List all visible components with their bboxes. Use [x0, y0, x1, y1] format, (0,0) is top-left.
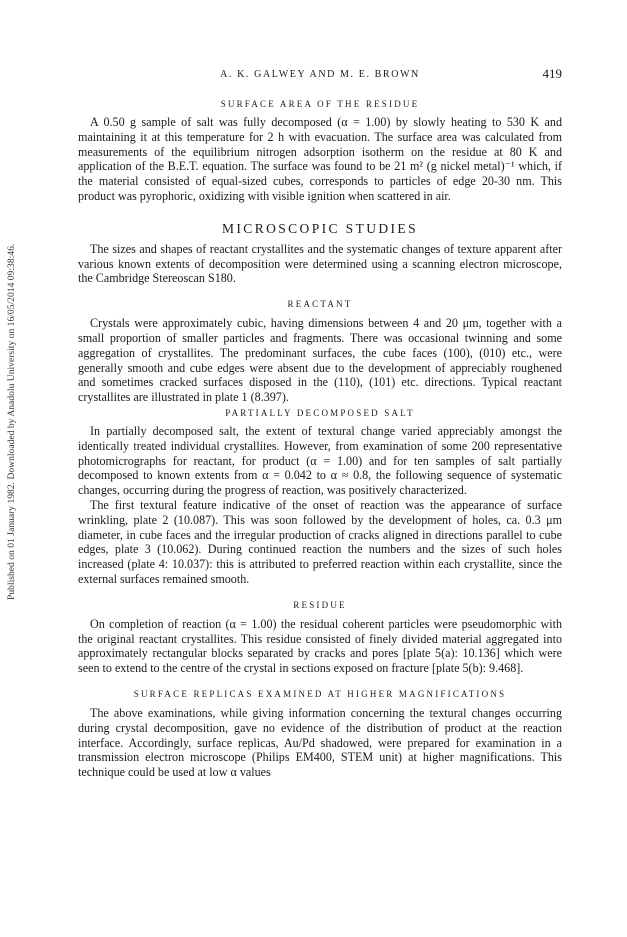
- section-heading: MICROSCOPIC STUDIES: [221, 220, 418, 236]
- paragraph: The above examinations, while giving information concerning the textural changes occurring during crystal decomposition, gave no evidence of the distribution of product at the reaction interface. Accordingly, surface replicas, Au/Pd shadowed, were prepared for examination in a transmission electron microscope (Philips EM400, STEM unit) at higher magnifications. This technique could be used at low α values: [78, 705, 562, 780]
- section-microscopic-studies: [78, 222, 562, 286]
- section-heading: PARTIALLY DECOMPOSED SALT: [225, 407, 415, 418]
- paragraph: A 0.50 g sample of salt was fully decomposed (α = 1.00) by slowly heating to 530 K and maintaining it at this temperature for 2 h with evacuation. The surface area was calculated from measurements of the equilibrium nitrogen adsorption isotherm on the residue at 80 K and application of the B.E.T. equation. The surface was found to be 21 m² (g nickel metal)⁻¹ which, if the material consisted of equal-sized cubes, corresponds to particles of edge 20-30 nm. This product was pyrophoric, oxidizing with visible ignition when scattered in air.: [78, 115, 562, 203]
- download-notice: Published on 01 January 1982. Downloaded by Anadolu University on 16/05/2014 09:38:46.: [6, 243, 17, 600]
- section-heading: SURFACE AREA OF THE RESIDUE: [220, 99, 420, 109]
- paragraph: Crystals were approximately cubic, having dimensions between 4 and 20 μm, together with a small proportion of smaller particles and fragments. There was occasional twinning and some aggregation of crystallites. The predominant surfaces, the cube faces (100), (010) etc., were generally smooth and cube edges were absent due to the development of appreciably roughened and sometimes cracked surfaces disposed in the (110), (101) etc. directions. Typical reactant crystallites are illustrated in plate 1 (8.397).: [78, 316, 562, 405]
- section-surface-area: [78, 98, 562, 204]
- paragraph: In partially decomposed salt, the extent of textural change varied appreciably amongst the identically treated individual crystallites. However, from examination of some 200 representative photomicrographs for reactant, for product (α = 1.00) and for ten samples of salt partially decomposed to known extents from α = 0.042 to α ≈ 0.8, the following sequence of systematic changes, occurring during the progress of reaction, was positively characterized.: [78, 423, 562, 498]
- running-title: A. K. GALWEY AND M. E. BROWN: [220, 69, 420, 80]
- page-header: [78, 66, 562, 84]
- section-surface-replicas: [78, 688, 562, 780]
- section-heading: REACTANT: [287, 299, 353, 310]
- paragraph: The first textural feature indicative of the onset of reaction was the appearance of surface wrinkling, plate 2 (10.087). This was soon followed by the development of holes, ca. 0.3 μm diameter, in cube faces and the irregular production of cracks aligned in directions parallel to cube edges, plate 3 (10.062). During continued reaction the numbers and the sizes of such holes increased (plate 4: 10.037): this is attributed to preferred reaction within each crystallite, since the external surfaces remained smooth.: [78, 497, 562, 586]
- page-number: 419: [542, 66, 562, 81]
- section-reactant: [78, 298, 562, 405]
- section-residue: [78, 599, 562, 676]
- section-heading: SURFACE REPLICAS EXAMINED AT HIGHER MAGNIFICATIONS: [133, 688, 507, 699]
- paragraph: The sizes and shapes of reactant crystallites and the systematic changes of texture apparent after various known extents of decomposition were determined using a scanning electron microscope, the Cambridge Stereoscan S180.: [78, 241, 562, 286]
- article-body: [78, 98, 562, 780]
- section-heading: RESIDUE: [293, 599, 347, 610]
- section-partially-decomposed: [78, 407, 562, 587]
- paragraph: On completion of reaction (α = 1.00) the residual coherent particles were pseudomorphic with the original reactant crystallites. This residue consisted of finely divided material aggregated into approximately rectangular blocks separated by cracks and pores [plate 5(a): 10.136] which were seen to extend to the centre of the crystal in sections exposed on fracture [plate 5(b): 9.468].: [78, 616, 562, 676]
